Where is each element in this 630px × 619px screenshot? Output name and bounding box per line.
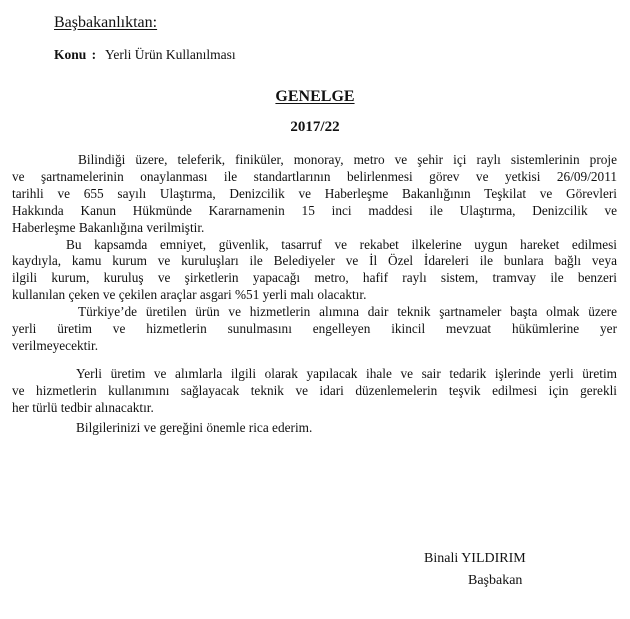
document-title: GENELGE (275, 88, 355, 105)
text-line: yerli üretim ve hizmetlerin sunulmasını engelleyen ikincil mevzuat hükümlerine yer (12, 321, 617, 337)
text-line: Bilindiği üzere, teleferik, finiküler, monoray, metro ve şehir içi raylı sistemlerinin proje (78, 152, 617, 167)
subject-separator: : (91, 47, 97, 62)
text-line: Türkiye’de üretilen ürün ve hizmetlerin alımına dair teknik şartnameler başta olmak üzere (78, 304, 617, 320)
signature-block (424, 548, 526, 592)
text-line: kaydıyla, kamu kurum ve kuruluşları ile Belediyeler ve İl Özel İdareleri ile bunlara bağlı veya (12, 253, 617, 269)
text-line: Yerli üretim ve alımlarla ilgili olarak yapılacak ihale ve sair tedarik işlerinde yerli üretim (76, 365, 617, 381)
text-line: Bu kapsamda emniyet, güvenlik, tasarruf ve rekabet ilkelerine uygun hareket edilmesi (66, 236, 617, 252)
paragraph (12, 237, 617, 305)
paragraph (12, 366, 617, 417)
text-line: Bilgilerinizi ve gereğini önemle rica ederim. (76, 419, 313, 435)
text-line: ilgili kurum, kuruluş ve şirketlerin yapacağı metro, hafif raylı sistem, tramvay ile benzeri (12, 270, 617, 286)
text-line: ve hizmetlerin kullanımını sağlayacak teknik ve idari düzenlemelerin teşvik edilmesi için gerekli (12, 382, 617, 398)
text-line: her türlü tedbir alınacaktır. (12, 399, 154, 415)
text-line: Haberleşme Bakanlığına verilmiştir. (12, 219, 205, 235)
text-line: verilmeyecektir. (12, 337, 99, 353)
text-line: ve şartnamelerinin onaylanması ile standartlarının belirlenmesi görev ve yetkisi 26/09/2011 (12, 168, 617, 184)
text-line: Hakkında Kanun Hükmünde Kararnamenin 15 inci maddesi ile Ulaştırma, Denizcilik ve (12, 202, 617, 218)
document-body (12, 152, 617, 437)
paragraph (12, 420, 617, 437)
text-line: kullanılan çeken ve çekilen araçlar asgari %51 yerli malı olacaktır. (12, 287, 367, 303)
signatory-name: Binali YILDIRIM (424, 551, 526, 566)
document-number: 2017/22 (290, 119, 340, 135)
subject-value: Yerli Ürün Kullanılması (105, 47, 236, 62)
subject-label: Konu (54, 47, 87, 62)
issuing-authority: Başbakanlıktan: (54, 14, 158, 31)
signatory-title: Başbakan (468, 573, 523, 588)
paragraph (12, 304, 617, 355)
paragraph (12, 152, 617, 237)
text-line: tarihli ve 655 sayılı Ulaştırma, Denizcilik ve Haberleşme Bakanlığının Teşkilat ve Görevleri (12, 185, 617, 201)
subject-line (54, 47, 236, 63)
